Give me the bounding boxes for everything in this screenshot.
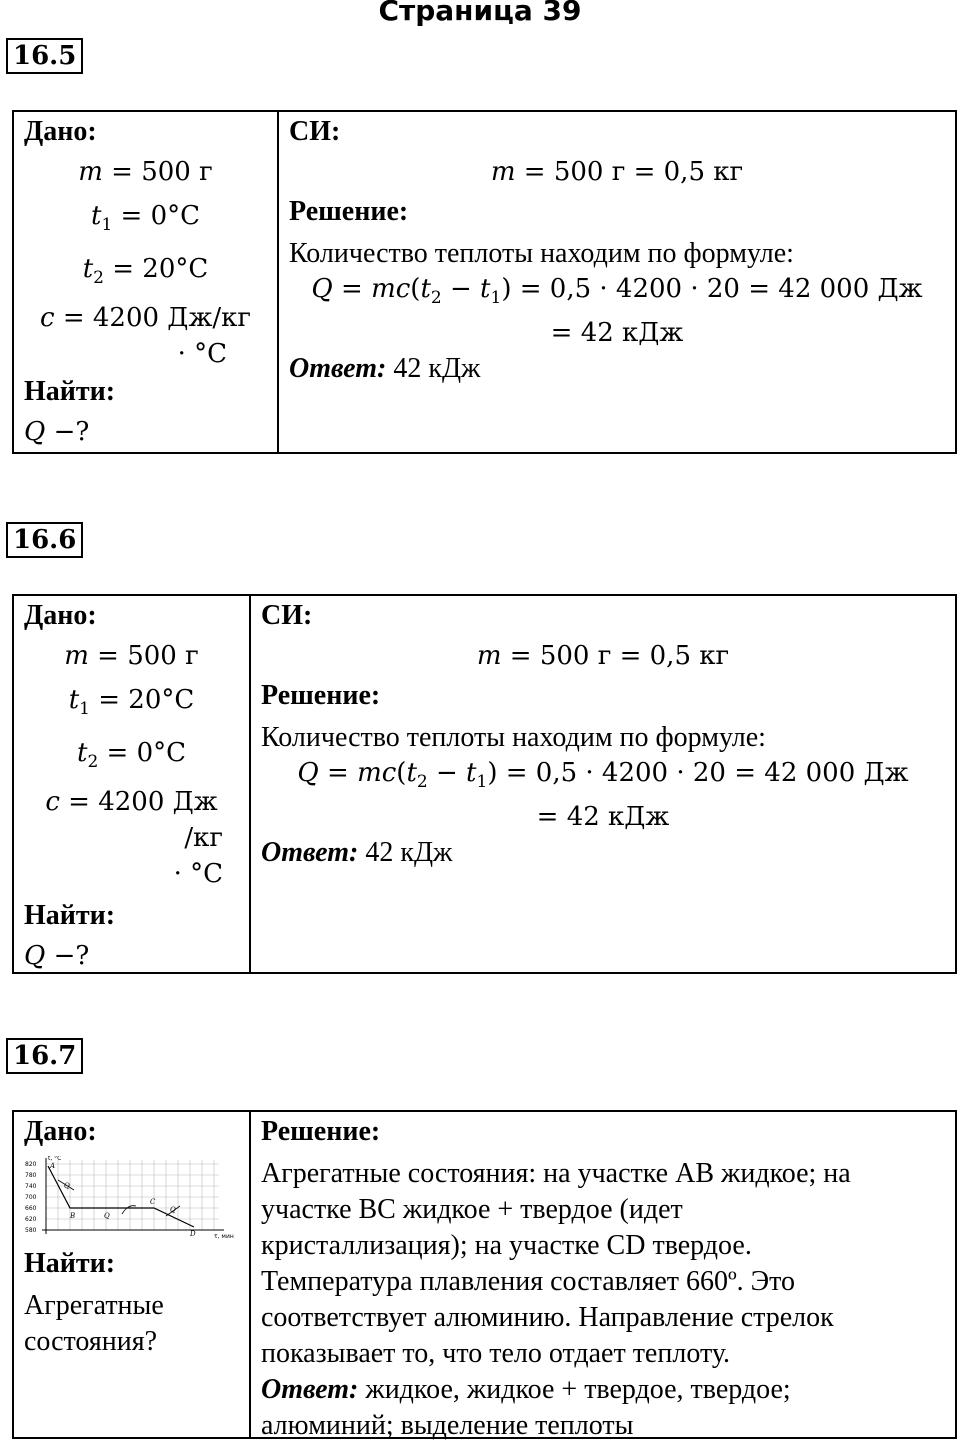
answer-value: жидкое, жидкое + твердое, твердое; [365,1374,791,1405]
y-tick: 620 [25,1216,37,1223]
solution-column [279,112,955,452]
problem-number: 16.6 [6,522,83,558]
answer-line [289,351,945,387]
solution-line: Агрегатные состояния: на участке AB жидкое; на [261,1158,851,1189]
given-heading: Дано: [24,116,97,147]
answer-label: Ответ: [261,1374,359,1405]
problem-box [12,1110,957,1439]
given-c-cont: · °C [177,339,227,370]
answer-label: Ответ: [261,837,359,869]
solution-heading: Решение: [261,1116,381,1147]
given-t2: $t_2 = 0^\circ C$ [76,738,187,773]
find-heading: Найти: [24,1248,116,1279]
given-heading: Дано: [24,600,97,631]
find-value: Q −? [24,941,90,972]
find-heading: Найти: [24,376,116,408]
find-text: Агрегатные [24,1290,164,1321]
cooling-graph [24,1156,239,1242]
problem-number: 16.5 [6,38,83,74]
answer-value: 42 кДж [365,837,453,869]
given-t2: $t_2 = 20^\circ C$ [82,254,209,289]
given-mass: m = 500 г [64,641,199,671]
given-heading: Дано: [24,1116,97,1147]
x-axis-label: τ, мин [214,1233,234,1240]
page-title: Страница 39 [378,0,582,27]
y-tick: 780 [25,1172,37,1179]
problem-box [12,594,957,974]
y-tick: 820 [25,1161,37,1168]
problem-number: 16.7 [6,1038,83,1074]
given-t1: $t_1 = 0^\circ C$ [90,201,201,236]
si-conversion: m = 500 г = 0,5 кг [490,157,744,187]
q-label: Q [104,1212,110,1220]
si-heading: СИ: [289,116,341,147]
given-mass: m = 500 г [78,157,213,187]
problem-box [12,110,957,454]
given-column [14,596,251,972]
solution-column [251,596,955,972]
given-column [14,1112,251,1437]
point-label-d: D [190,1230,196,1238]
si-conversion: m = 500 г = 0,5 кг [476,641,730,671]
given-t1: $t_1 = 20^\circ C$ [68,685,195,720]
y-tick: 700 [25,1194,37,1201]
formula-result: = 42 кДж [550,318,684,349]
solution-text [261,1156,945,1444]
solution-line: соответствует алюминию. Направление стрелок [261,1302,834,1333]
solution-line: участке BC жидкое + твердое (идет [261,1194,683,1225]
solution-column [251,1112,955,1441]
formula-intro: Количество теплоты находим по формуле: [289,238,794,269]
answer-label: Ответ: [289,353,387,385]
answer-value: 42 кДж [393,353,481,385]
y-tick: 580 [25,1227,37,1234]
y-axis-label: t, °C [48,1156,62,1162]
y-tick: 660 [25,1205,37,1212]
answer-line [261,1372,945,1408]
given-c: c = 4200 Дж/кг [40,303,251,334]
given-column [14,112,279,452]
formula-line: $Q = mc(t_2 - t_1) = 0,5 \cdot 4200 \cdot 20 = 42$ 000 Дж [311,274,923,309]
point-label-c: C [150,1198,156,1206]
q-label: Q [170,1206,176,1214]
given-c-cont: · °C [173,859,223,890]
find-value: Q −? [24,417,90,448]
si-heading: СИ: [261,600,313,631]
solution-heading: Решение: [261,680,381,711]
solution-line: Температура плавления составляет 660º. Это [261,1266,796,1297]
formula-result: = 42 кДж [536,802,670,833]
heat-arrow-icon [122,1206,136,1214]
given-c-cont: /кг [184,823,223,854]
point-label-b: B [70,1212,76,1220]
formula-intro: Количество теплоты находим по формуле: [261,722,766,753]
given-c: c = 4200 Дж [45,787,218,818]
answer-line: алюминий; выделение теплоты [261,1410,634,1441]
solution-line: показывает то, что тело отдает теплоту. [261,1338,731,1369]
y-tick: 740 [25,1183,37,1190]
find-text: состояния? [24,1326,158,1357]
find-heading: Найти: [24,900,116,932]
q-label: Q [64,1182,70,1190]
point-label-a: A [50,1162,56,1170]
answer-line [261,835,945,871]
solution-heading: Решение: [289,196,409,227]
formula-line: $Q = mc(t_2 - t_1) = 0,5 \cdot 4200 \cdot 20 = 42$ 000 Дж [297,758,909,793]
solution-line: кристаллизация); на участке CD твердое. [261,1230,752,1261]
